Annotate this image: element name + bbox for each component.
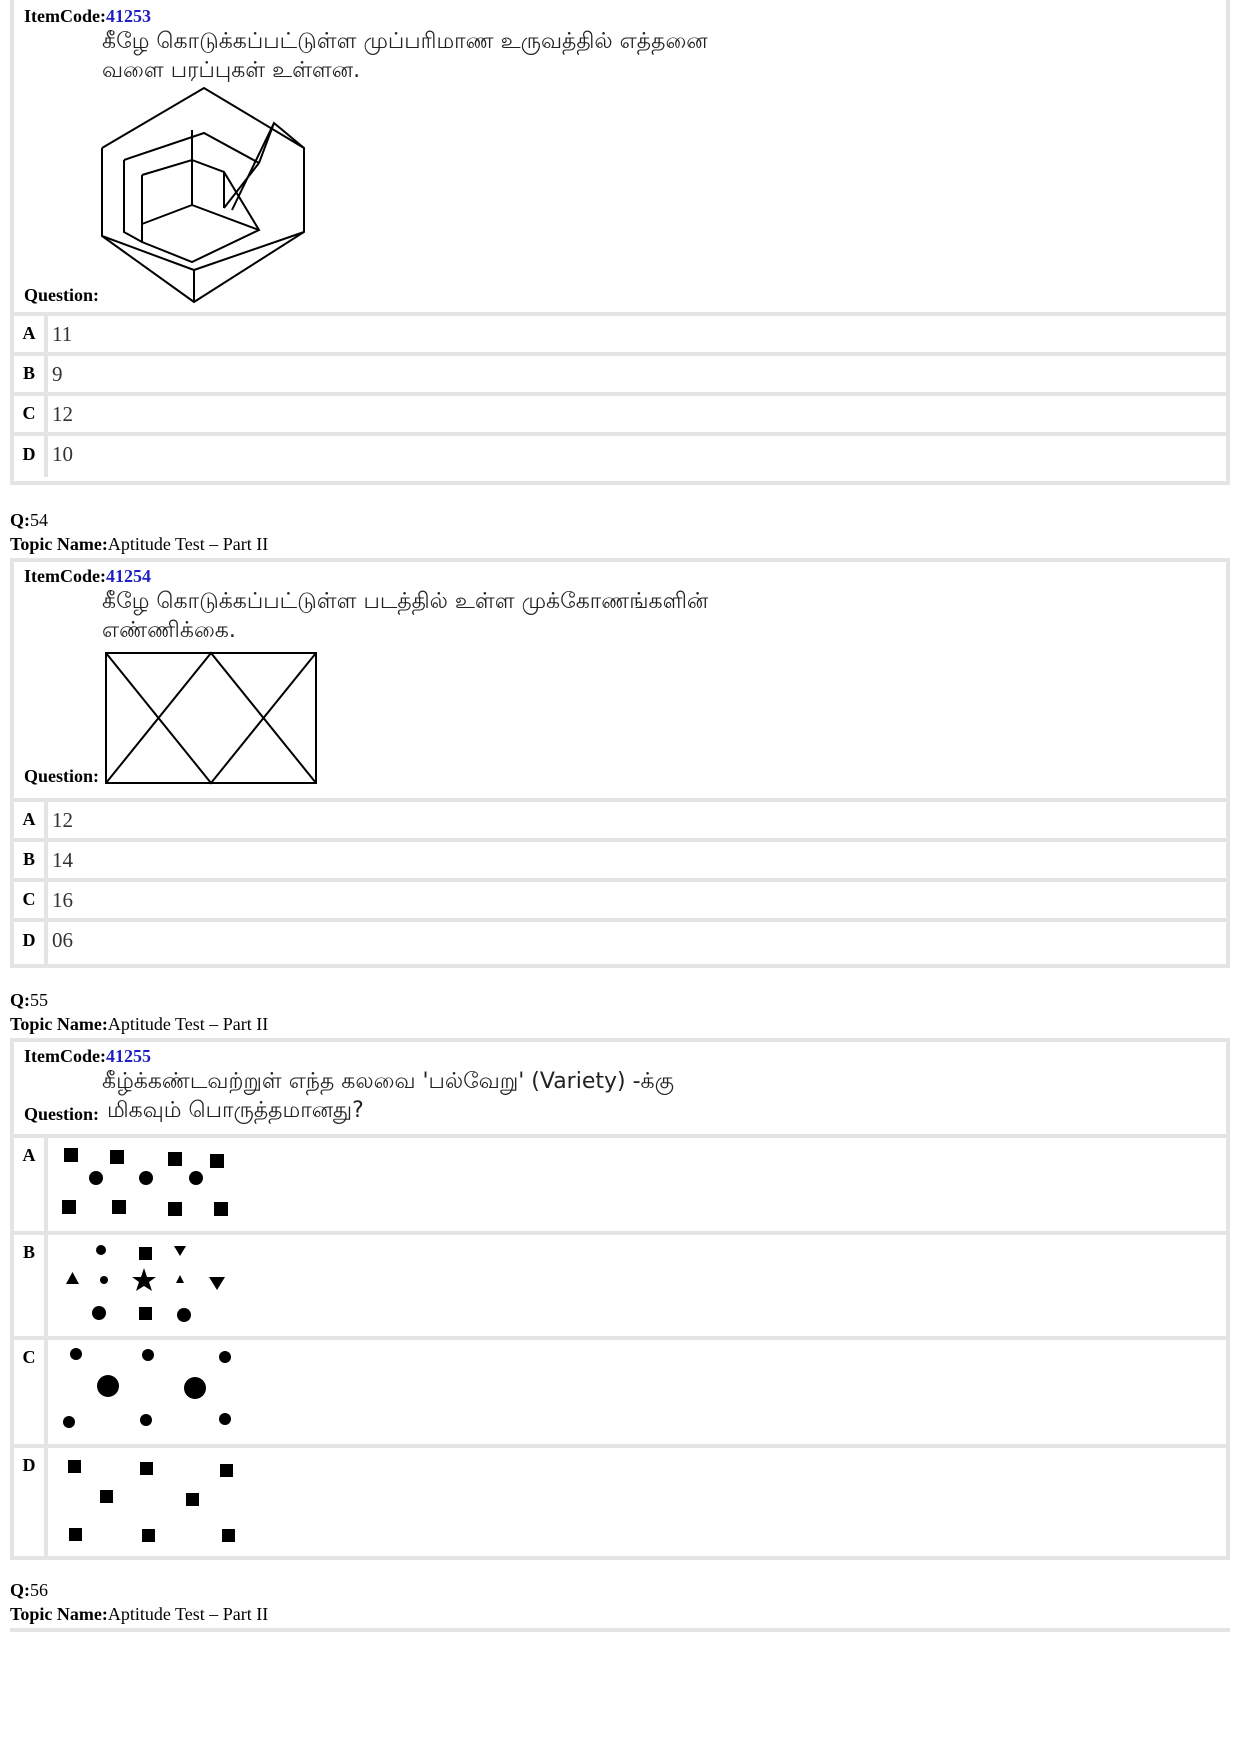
circle-shape bbox=[219, 1351, 231, 1363]
question-text-line-2: மிகவும் பொருத்தமானது? bbox=[107, 1098, 364, 1123]
circle-shape bbox=[92, 1306, 106, 1320]
topic-name: Topic Name:Aptitude Test – Part II bbox=[10, 534, 269, 554]
square-shape bbox=[142, 1529, 155, 1542]
large-circle-shape bbox=[184, 1377, 206, 1399]
option-letter: B bbox=[14, 356, 48, 392]
figure-edge bbox=[194, 232, 304, 270]
question-label: Question: bbox=[24, 285, 100, 305]
square-shape bbox=[139, 1247, 152, 1260]
pattern-scattered-squares bbox=[14, 1448, 1226, 1560]
option-value: 9 bbox=[52, 362, 63, 386]
square-shape bbox=[140, 1462, 153, 1475]
circle-shape bbox=[140, 1414, 152, 1426]
option-letter: A bbox=[14, 316, 48, 352]
triangle-down-shape bbox=[209, 1277, 225, 1290]
item-code-label: ItemCode:41255 bbox=[24, 1046, 151, 1066]
question-line-1: கீழே கொடுக்கப்பட்டுள்ள முப்பரிமாண உருவத்தில் எத்தனை bbox=[102, 29, 708, 54]
option-b[interactable] bbox=[14, 838, 1226, 878]
question-label: Question: bbox=[24, 1104, 100, 1124]
option-value: 10 bbox=[52, 442, 73, 466]
square-shape bbox=[112, 1200, 126, 1214]
question-line-1: கீழே கொடுக்கப்பட்டுள்ள படத்தில் உள்ள முக்கோணங்களின் bbox=[102, 589, 709, 614]
option-c[interactable] bbox=[14, 878, 1226, 918]
item-code-value: 41254 bbox=[105, 566, 151, 586]
circle-shape bbox=[177, 1308, 191, 1322]
option-letter: D bbox=[14, 922, 48, 964]
figure-rectangle bbox=[106, 653, 316, 783]
next-block-border bbox=[10, 1628, 1230, 1632]
square-shape bbox=[186, 1493, 199, 1506]
option-letter: B bbox=[14, 1235, 48, 1336]
option-value: 16 bbox=[52, 888, 73, 912]
question-text bbox=[102, 1067, 674, 1096]
option-value: 12 bbox=[52, 808, 73, 832]
square-shape bbox=[214, 1202, 228, 1216]
option-value: 12 bbox=[52, 402, 73, 426]
option-letter: D bbox=[14, 1448, 48, 1556]
option-letter: C bbox=[14, 396, 48, 432]
option-value: 11 bbox=[52, 322, 73, 346]
question-block-41254 bbox=[10, 558, 1230, 968]
square-shape bbox=[69, 1528, 82, 1541]
option-letter: C bbox=[14, 1340, 48, 1444]
square-shape bbox=[100, 1490, 113, 1503]
square-shape bbox=[62, 1200, 76, 1214]
circle-shape bbox=[139, 1171, 153, 1185]
figure-floor-edge bbox=[142, 205, 192, 224]
figure-slope-top bbox=[259, 123, 304, 163]
circle-shape bbox=[70, 1348, 82, 1360]
pattern-squares-and-circles bbox=[14, 1138, 1226, 1235]
option-a[interactable] bbox=[14, 1134, 1226, 1231]
option-letter: A bbox=[14, 802, 48, 838]
question-line-2: எண்ணிக்கை. bbox=[102, 618, 236, 643]
option-value: 06 bbox=[52, 928, 73, 952]
circle-shape bbox=[63, 1416, 75, 1428]
question-block-41255 bbox=[10, 1038, 1230, 1560]
figure-v-line bbox=[106, 653, 316, 783]
option-d[interactable] bbox=[14, 432, 1226, 477]
square-shape bbox=[68, 1460, 81, 1473]
option-b[interactable] bbox=[14, 352, 1226, 392]
question-number: Q:56 bbox=[10, 1580, 48, 1600]
circle-shape bbox=[96, 1245, 106, 1255]
circle-shape bbox=[100, 1276, 108, 1284]
option-letter: C bbox=[14, 882, 48, 918]
topic-name: Topic Name:Aptitude Test – Part II bbox=[10, 1604, 269, 1624]
item-code-label: ItemCode:41253 bbox=[24, 6, 151, 26]
option-c[interactable] bbox=[14, 392, 1226, 432]
figure-outline bbox=[102, 88, 304, 302]
question-line-2: வளை பரப்புகள் உள்ளன. bbox=[102, 58, 361, 83]
circle-shape bbox=[89, 1171, 103, 1185]
option-a[interactable] bbox=[14, 312, 1226, 352]
topic-name: Topic Name:Aptitude Test – Part II bbox=[10, 1014, 269, 1034]
square-shape bbox=[168, 1152, 182, 1166]
option-letter: D bbox=[14, 436, 48, 477]
option-c[interactable] bbox=[14, 1336, 1226, 1444]
option-value: 14 bbox=[52, 848, 73, 872]
figure-inverted-v-line bbox=[106, 653, 316, 783]
square-shape bbox=[220, 1464, 233, 1477]
item-code-value: 41255 bbox=[105, 1046, 151, 1066]
pattern-small-and-large-circles bbox=[14, 1340, 1226, 1448]
question-label: Question: bbox=[24, 766, 100, 786]
question-block-41253 bbox=[10, 0, 1230, 485]
figure-floor-edge-2 bbox=[192, 205, 259, 230]
pattern-mixed-shapes bbox=[14, 1235, 1226, 1340]
item-code-label: ItemCode:41254 bbox=[24, 566, 151, 586]
square-shape bbox=[168, 1202, 182, 1216]
square-shape bbox=[222, 1529, 235, 1542]
triangle-down-shape bbox=[174, 1246, 186, 1256]
square-shape bbox=[64, 1148, 78, 1162]
figure-slope-edge bbox=[232, 123, 274, 210]
item-code-value: 41253 bbox=[105, 6, 151, 26]
question-number: Q:54 bbox=[10, 510, 48, 530]
question-meta-56 bbox=[10, 1578, 268, 1626]
triangle-up-shape bbox=[66, 1272, 79, 1284]
question-meta-55 bbox=[10, 988, 268, 1036]
triangle-up-shape bbox=[176, 1275, 184, 1283]
isometric-3d-figure bbox=[14, 0, 1226, 320]
square-shape bbox=[210, 1154, 224, 1168]
star-shape bbox=[132, 1268, 156, 1291]
large-circle-shape bbox=[97, 1375, 119, 1397]
figure-inner-left bbox=[124, 160, 142, 242]
question-line-1: கீழ்க்கண்டவற்றுள் எந்த கலவை 'பல்வேறு' (Variety) -க்கு bbox=[102, 1069, 675, 1094]
circle-shape bbox=[142, 1349, 154, 1361]
option-letter: B bbox=[14, 842, 48, 878]
option-a[interactable] bbox=[14, 798, 1226, 838]
option-letter: A bbox=[14, 1138, 48, 1231]
option-b[interactable] bbox=[14, 1231, 1226, 1336]
square-shape bbox=[139, 1307, 152, 1320]
circle-shape bbox=[219, 1413, 231, 1425]
question-meta-54 bbox=[10, 508, 268, 556]
option-d[interactable] bbox=[14, 1444, 1226, 1556]
circle-shape bbox=[189, 1171, 203, 1185]
question-number: Q:55 bbox=[10, 990, 48, 1010]
option-d[interactable] bbox=[14, 918, 1226, 964]
square-shape bbox=[110, 1150, 124, 1164]
triangles-figure bbox=[14, 562, 1226, 782]
figure-inner-cavity bbox=[142, 160, 259, 262]
